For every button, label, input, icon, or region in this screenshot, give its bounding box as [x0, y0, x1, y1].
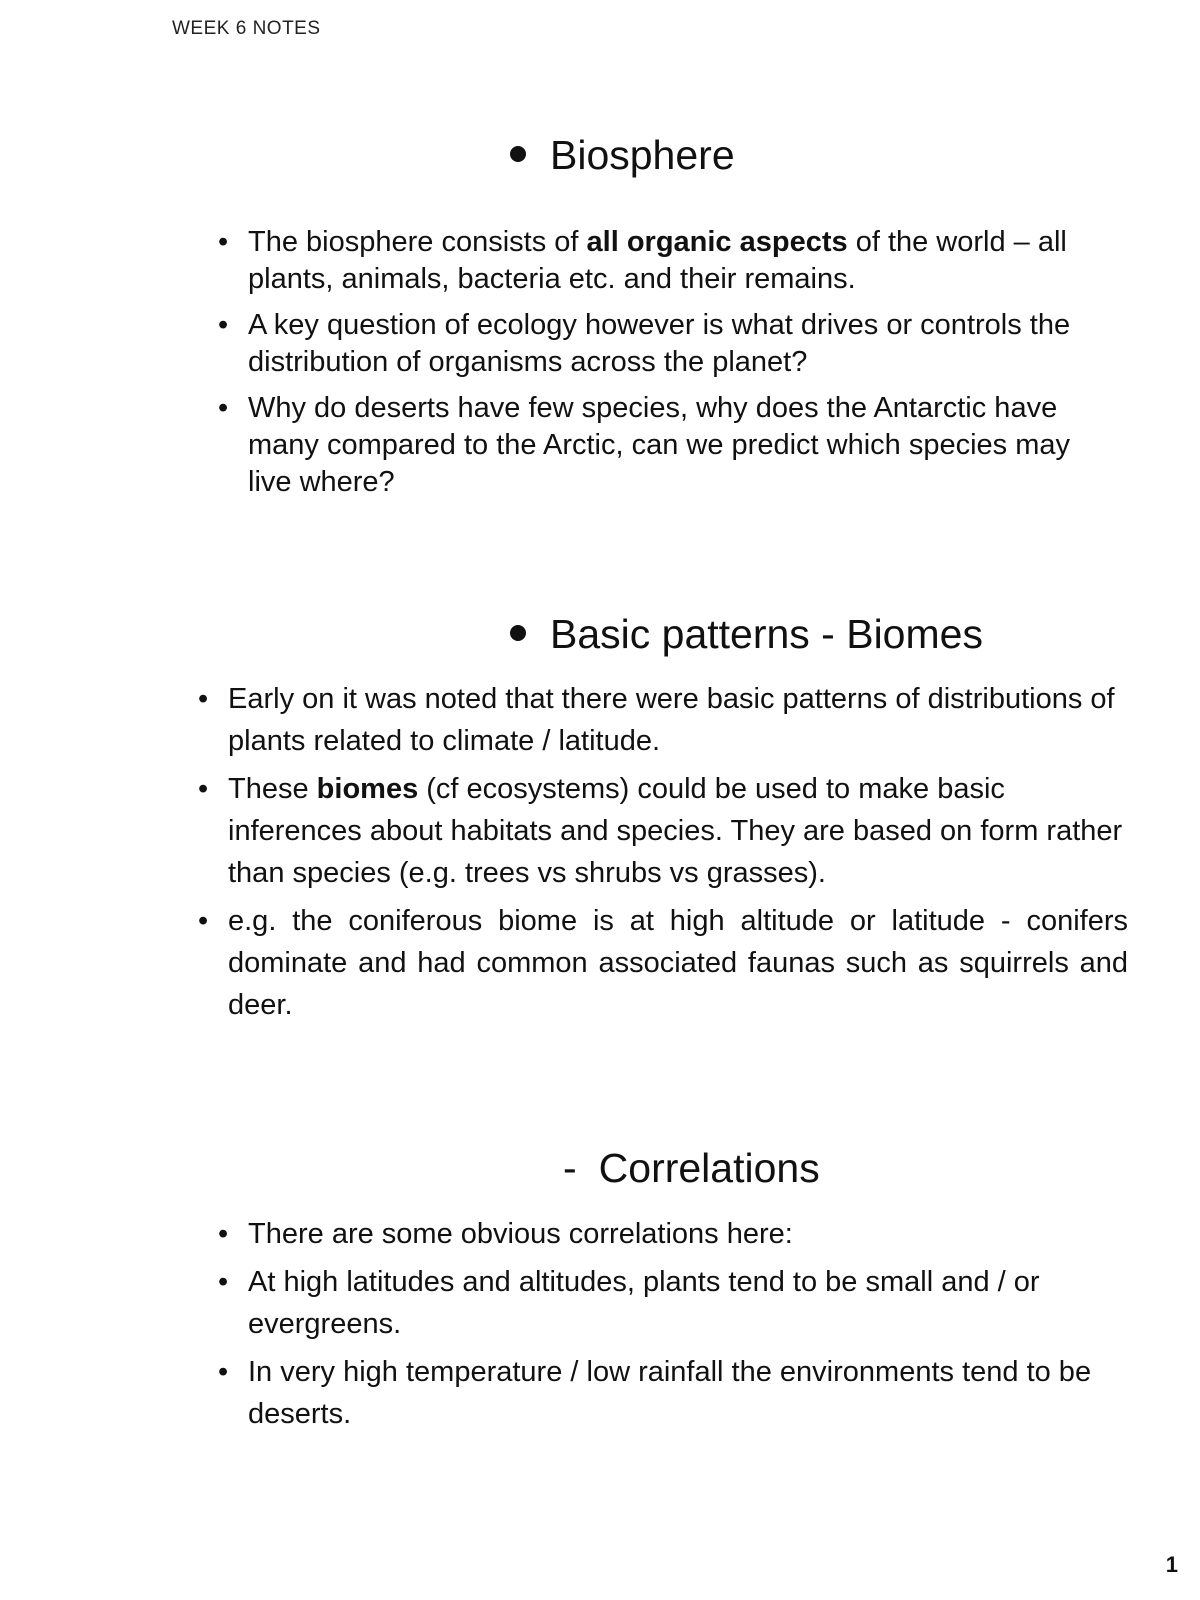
- biomes-bullet-list: [198, 678, 1128, 1032]
- section-title-text: Basic patterns - Biomes: [550, 611, 983, 657]
- list-item: • There are some obvious correlations here:: [218, 1213, 1098, 1255]
- dash-marker: -: [563, 1145, 577, 1191]
- list-item: • Why do deserts have few species, why does the Antarctic have many compared to the Arctic, can we predict which species may live where?: [218, 390, 1098, 501]
- page-number: 1: [1165, 1552, 1178, 1577]
- list-item: • Early on it was noted that there were basic patterns of distributions of plants related to climate / latitude.: [198, 678, 1128, 762]
- bullet-dot-icon: [510, 625, 526, 641]
- list-item: • In very high temperature / low rainfall the environments tend to be deserts.: [218, 1351, 1098, 1435]
- list-item: • At high latitudes and altitudes, plants tend to be small and / or evergreens.: [218, 1261, 1098, 1345]
- section-title-text: Correlations: [598, 1145, 820, 1191]
- list-item: • These biomes (cf ecosystems) could be used to make basic inferences about habitats and species. They are based on form rather than species (e.g. trees vs shrubs vs grasses).: [198, 768, 1128, 894]
- list-item: • A key question of ecology however is what drives or controls the distribution of organisms across the planet?: [218, 307, 1098, 381]
- bullet-dot-icon: [510, 146, 526, 162]
- section-title-correlations: [563, 1145, 820, 1191]
- page-header: WEEK 6 NOTES: [172, 18, 321, 39]
- list-item: • e.g. the coniferous biome is at high altitude or latitude - conifers dominate and had common associated faunas such as squirrels and deer.: [198, 900, 1128, 1026]
- section-title-text: Biosphere: [550, 132, 735, 178]
- biosphere-bullet-list: [218, 224, 1098, 510]
- section-title-biomes: [510, 611, 983, 657]
- list-item: • The biosphere consists of all organic aspects of the world – all plants, animals, bacteria etc. and their remains.: [218, 224, 1098, 298]
- correlations-bullet-list: [218, 1213, 1098, 1441]
- section-title-biosphere: [510, 132, 735, 178]
- bold-term: biomes: [316, 773, 419, 805]
- bold-term: all organic aspects: [586, 226, 848, 258]
